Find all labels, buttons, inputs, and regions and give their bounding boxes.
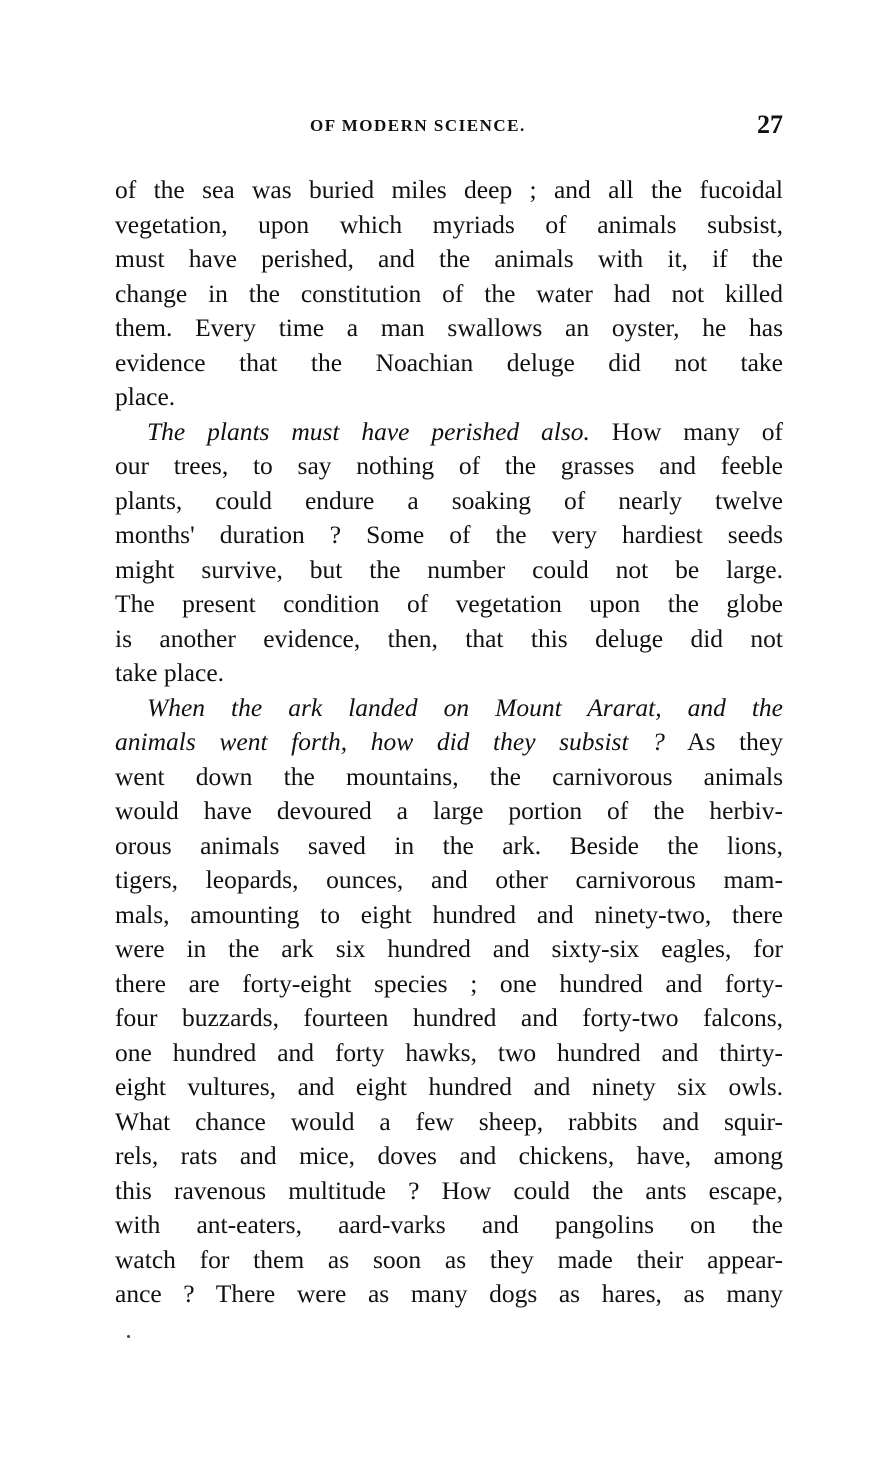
text-segment: our trees, to say nothing of the grasses and feeble [115,451,783,480]
text-segment: orous animals saved in the ark. Beside the lions, [115,830,783,860]
text-line [115,587,783,622]
text-line [115,346,783,381]
italic-text: When the ark landed on Mount Ararat, and the [147,692,783,722]
text-segment: rels, rats and mice, doves and chickens, have, among [115,1141,783,1170]
text-segment: evidence that the Noachian deluge did not take [115,347,783,377]
text-line [115,1001,783,1036]
text-line [115,173,783,208]
text-segment: is another evidence, then, that this deluge did not [115,623,783,653]
text-segment: The present condition of vegetation upon the globe [115,589,783,618]
text-line [115,932,783,967]
text-line [115,1243,783,1278]
text-segment: must have perished, and the animals with it, if the [115,244,783,273]
text-line [115,656,783,691]
text-line [115,208,783,243]
text-segment: were in the ark six hundred and sixty-six eagles, for [115,934,783,963]
text-segment: plants, could endure a soaking of nearly twelve [115,485,783,515]
text-segment: four buzzards, fourteen hundred and forty-two falcons, [115,1003,783,1032]
scan-speck [127,1335,130,1338]
text-segment: place. [115,382,176,411]
text-line [115,1139,783,1174]
text-segment: tigers, leopards, ounces, and other carnivorous mam- [115,865,783,894]
text-line [115,1174,783,1209]
text-segment: mals, amounting to eight hundred and ninety-two, there [115,899,783,929]
body-text [115,173,783,1312]
text-segment: change in the constitution of the water had not killed [115,278,783,308]
text-line [115,898,783,933]
text-line [115,311,783,346]
text-line [115,380,783,415]
text-line [115,760,783,795]
running-title: OF MODERN SCIENCE. [310,116,526,135]
text-line [115,1036,783,1071]
page-number: 27 [757,110,783,139]
text-line [115,484,783,519]
text-segment: vegetation, upon which myriads of animals subsist, [115,209,783,239]
text-line [115,277,783,312]
text-line [115,553,783,588]
text-segment: months' duration ? Some of the very hardiest seeds [115,520,783,549]
text-line [115,794,783,829]
text-segment: ance ? There were as many dogs as hares, as many [115,1279,783,1308]
italic-text: animals went forth, how did they subsist ? [115,727,665,756]
text-line [115,1105,783,1140]
text-segment: watch for them as soon as they made their appear- [115,1244,783,1274]
text-segment: went down the mountains, the carnivorous animals [115,761,783,791]
text-line [115,863,783,898]
text-line [115,1070,783,1105]
text-line [115,691,783,726]
text-line [115,622,783,657]
text-segment: As they [664,727,783,756]
text-segment: might survive, but the number could not be large. [115,554,783,584]
text-segment: with ant-eaters, aard-varks and pangolins on the [115,1210,783,1239]
text-line [115,518,783,553]
text-segment: would have devoured a large portion of the herbiv- [115,796,783,825]
text-segment: of the sea was buried miles deep ; and all the fucoidal [115,175,783,204]
text-segment: What chance would a few sheep, rabbits and squir- [115,1106,783,1136]
text-line [115,415,783,450]
text-line [115,967,783,1002]
text-segment: one hundred and forty hawks, two hundred and thirty- [115,1037,783,1067]
text-line [115,1277,783,1312]
text-segment: there are forty-eight species ; one hundred and forty- [115,968,783,998]
text-line [115,449,783,484]
text-segment: eight vultures, and eight hundred and ninety six owls. [115,1072,783,1101]
text-segment: this ravenous multitude ? How could the ants escape, [115,1175,783,1205]
text-line [115,829,783,864]
text-segment: take place. [115,658,225,687]
text-line [115,1208,783,1243]
text-segment: them. Every time a man swallows an oyster, he has [115,313,783,342]
italic-text: The plants must have perished also. [147,416,590,446]
text-segment: How many of [589,416,783,446]
text-line [115,725,783,760]
text-line [115,242,783,277]
